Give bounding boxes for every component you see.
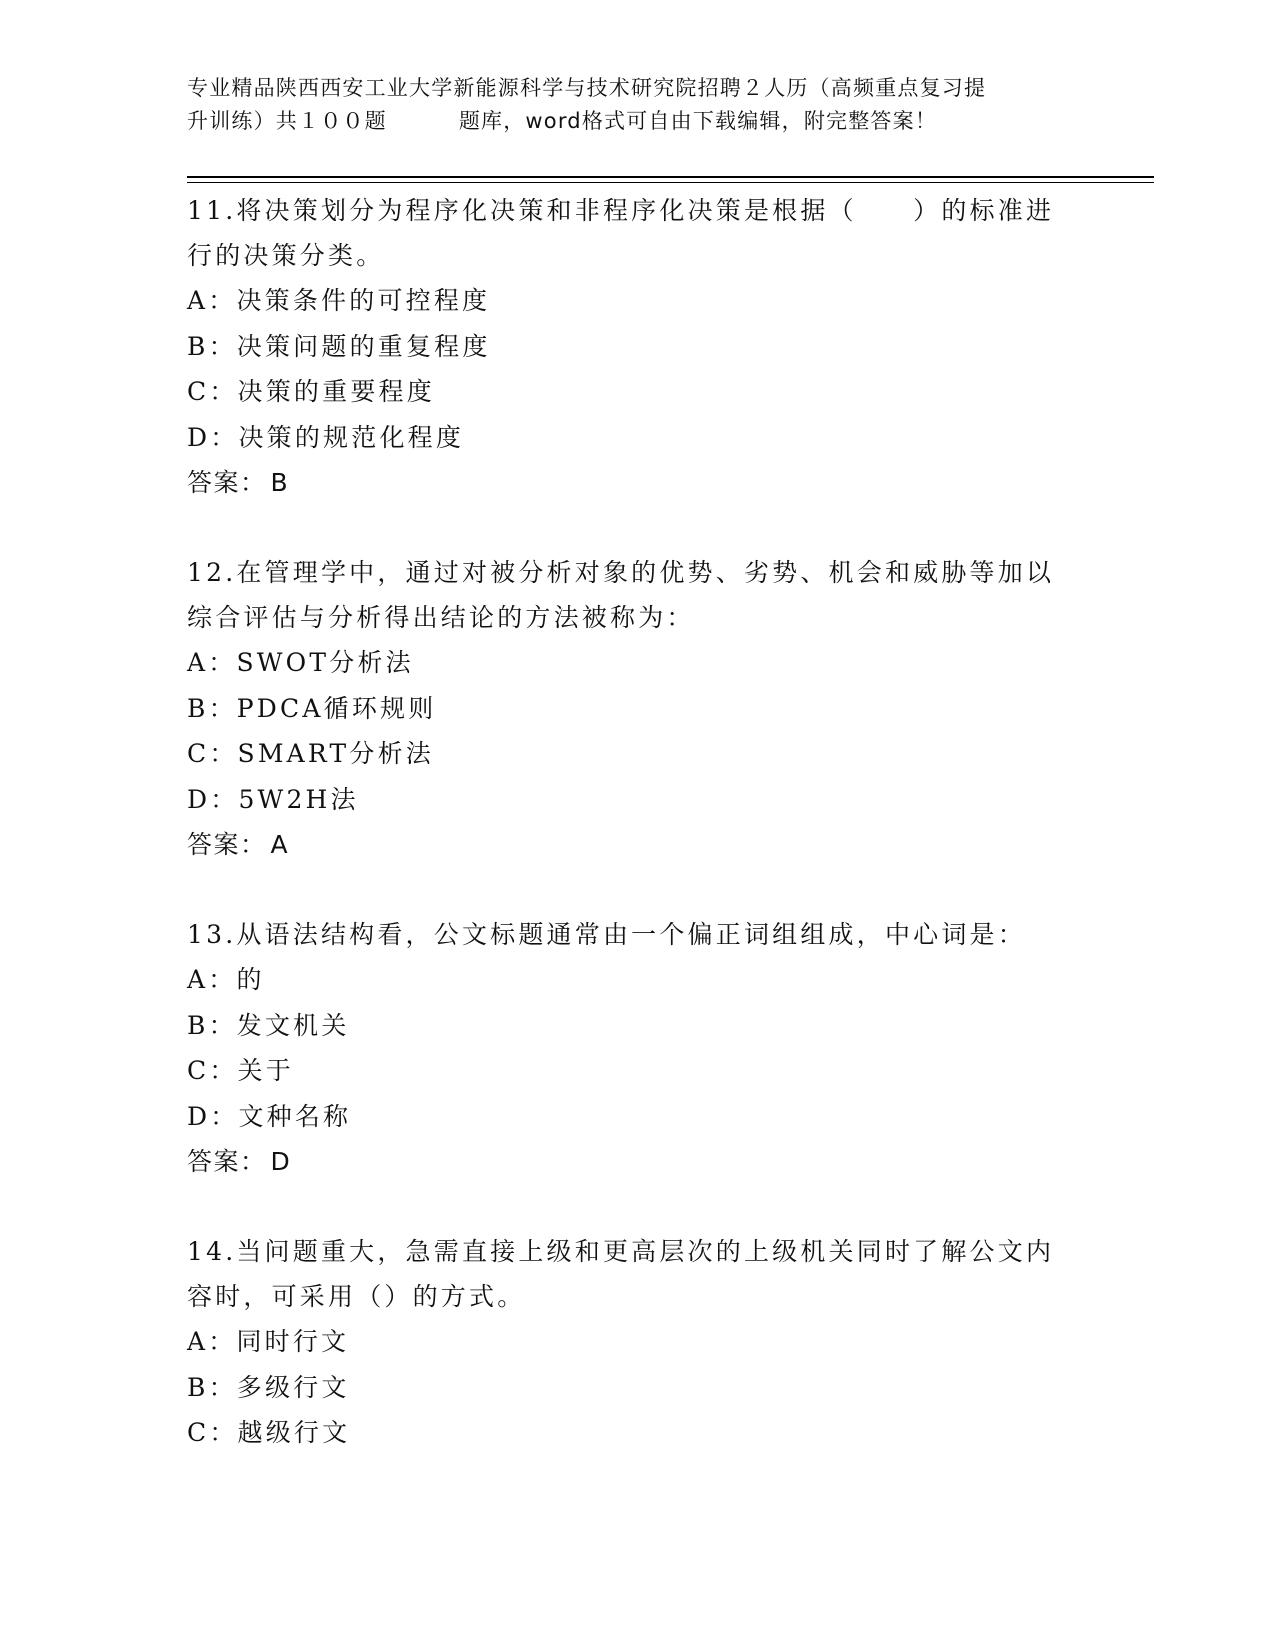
option-c: C：决策的重要程度	[187, 377, 435, 406]
answer-value: A	[270, 830, 290, 859]
option-c: C：越级行文	[187, 1418, 351, 1447]
document-header	[187, 72, 1087, 138]
option-a: A：SWOT分析法	[187, 648, 414, 677]
header-line-2-part-a: 升训练）共１００题	[187, 109, 387, 133]
option-b: B：多级行文	[187, 1372, 350, 1402]
answer-label: 答案：	[187, 830, 267, 859]
answer-line	[187, 460, 1087, 505]
question-text-line-1: 11.将决策划分为程序化决策和非程序化决策是根据（ ）的标准进	[187, 196, 1055, 225]
option-c: C：关于	[187, 1056, 294, 1085]
option-d: D：文种名称	[187, 1101, 352, 1131]
question-list	[187, 188, 1087, 1501]
question-text-line-1: 13.从语法结构看，公文标题通常由一个偏正词组组成，中心词是：	[187, 920, 1026, 949]
header-divider-thin	[187, 182, 1154, 183]
question-11	[187, 188, 1087, 505]
answer-line	[187, 1139, 1087, 1184]
header-line-2-part-b: 题库，word格式可自由下载编辑，附完整答案！	[458, 109, 938, 133]
answer-line	[187, 822, 1087, 867]
option-a: A：决策条件的可控程度	[187, 286, 491, 315]
answer-value: D	[270, 1147, 292, 1176]
question-14	[187, 1229, 1087, 1456]
option-d: D：5W2H法	[187, 784, 359, 814]
option-b: B：发文机关	[187, 1010, 350, 1040]
question-12	[187, 550, 1087, 867]
option-a: A：的	[187, 965, 265, 994]
question-text-line-1: 14.当问题重大，急需直接上级和更高层次的上级机关同时了解公文内	[187, 1237, 1055, 1266]
question-text-line-1: 12.在管理学中，通过对被分析对象的优势、劣势、机会和威胁等加以	[187, 558, 1055, 587]
header-line-1: 专业精品陕西西安工业大学新能源科学与技术研究院招聘２人历（高频重点复习提	[187, 76, 987, 100]
header-divider-thick	[187, 176, 1154, 178]
option-a: A：同时行文	[187, 1327, 350, 1356]
option-b: B：PDCA循环规则	[187, 693, 437, 723]
answer-label: 答案：	[187, 1147, 267, 1176]
option-d: D：决策的规范化程度	[187, 422, 465, 452]
question-text-line-2: 行的决策分类。	[187, 241, 385, 270]
question-text-line-2: 容时，可采用（）的方式。	[187, 1282, 526, 1311]
answer-value: B	[270, 468, 290, 497]
answer-label: 答案：	[187, 468, 267, 497]
question-13	[187, 912, 1087, 1184]
header-line-2	[187, 105, 1087, 138]
option-b: B：决策问题的重复程度	[187, 331, 491, 361]
question-text-line-2: 综合评估与分析得出结论的方法被称为：	[187, 603, 695, 632]
option-c: C：SMART分析法	[187, 739, 434, 768]
